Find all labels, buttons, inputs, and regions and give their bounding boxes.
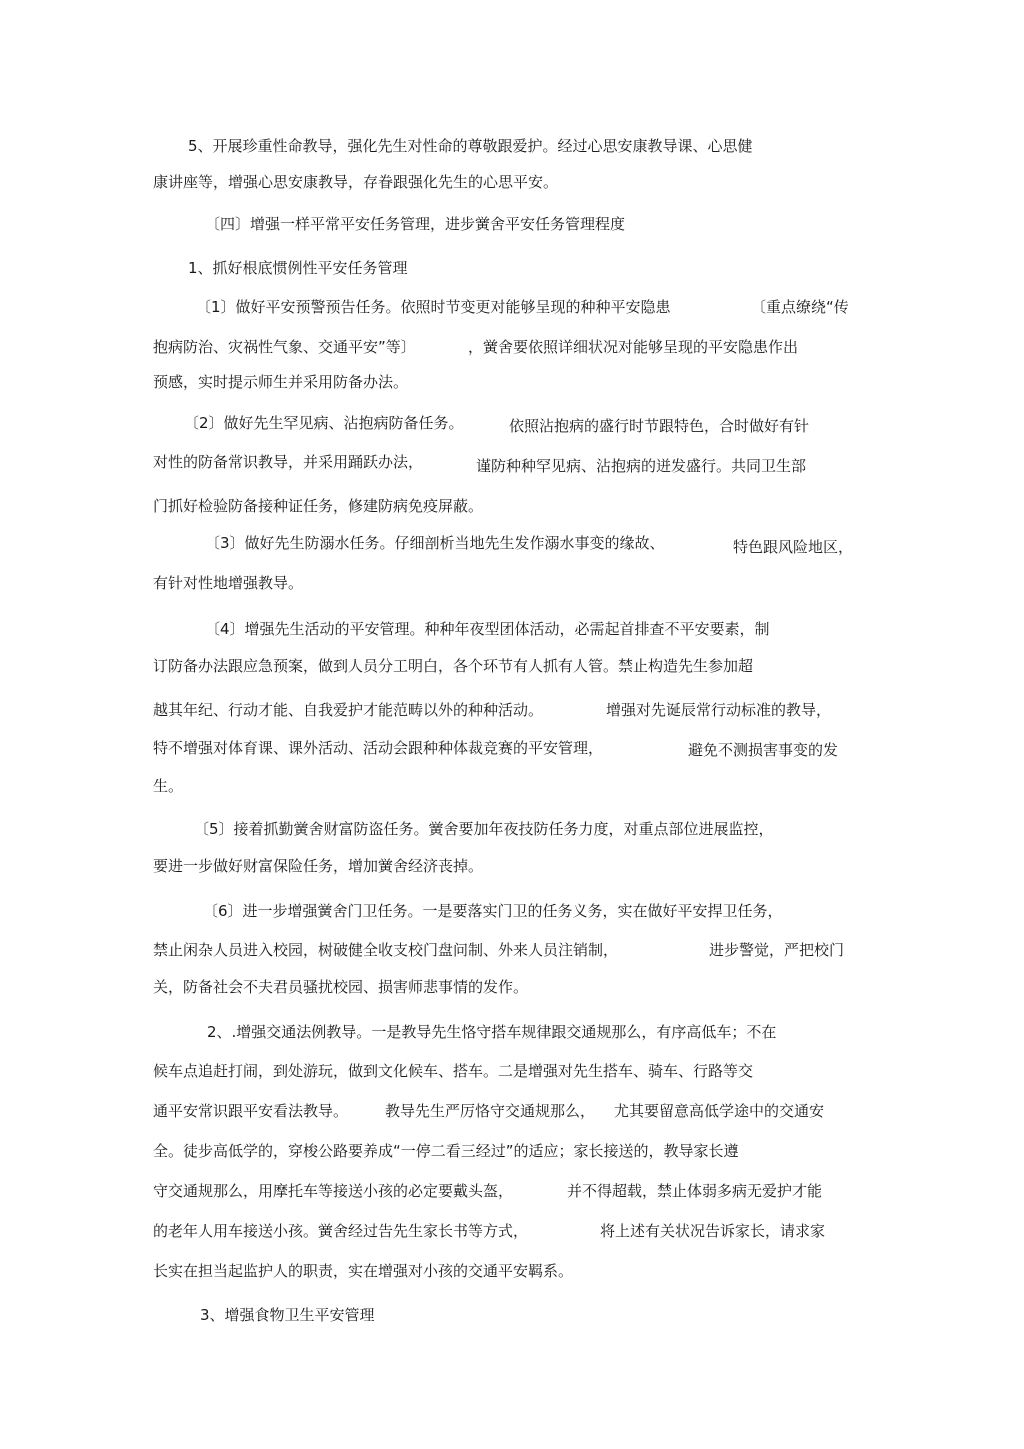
text-line: 〔1〕做好平安预警预告任务。依照时节变更对能够呈现的种种平安隐患 — [196, 298, 671, 316]
text-line: 〔重点缭绕“传 — [751, 298, 849, 316]
text-line: 〔4〕增强先生活动的平安管理。种种年夜型团体活动，必需起首排查不平安要素，制 — [205, 620, 770, 638]
text-line: 要进一步做好财富保险任务，增加黉舍经济丧掉。 — [153, 857, 484, 875]
text-line: 避免不测损害事变的发 — [688, 741, 839, 759]
text-line: 禁止闲杂人员进入校园，树破健全收支校门盘问制、外来人员注销制， — [153, 941, 619, 959]
text-line: 将上述有关状况告诉家长，请求家 — [600, 1222, 826, 1240]
text-line: 〔6〕进一步增强黉舍门卫任务。一是要落实门卫的任务义务，实在做好平安捍卫任务， — [203, 902, 783, 920]
text-line: 门抓好检验防备接种证任务，修建防病免疫屏蔽。 — [153, 497, 484, 515]
text-line: 教导先生严厉恪守交通规那么， — [385, 1102, 596, 1120]
text-line: 候车点追赶打闹，到处游玩，做到文化候车、搭车。二是增强对先生搭车、骑车、行路等交 — [153, 1062, 754, 1080]
text-line: 尤其要留意高低学途中的交通安 — [614, 1102, 825, 1120]
text-line: 对性的防备常识教导，并采用踊跃办法， — [153, 453, 424, 471]
text-line: 5、开展珍重性命教导，强化先生对性命的尊敬跟爱护。经过心思安康教导课、心思健 — [188, 137, 753, 155]
text-line: 依照沾抱病的盛行时节跟特色，合时做好有针 — [509, 417, 810, 435]
text-line: 〔5〕接着抓勤黉舍财富防盗任务。黉舍要加年夜技防任务力度，对重点部位进展监控， — [194, 820, 774, 838]
text-line: 2、.增强交通法例教导。一是教导先生恪守搭车规律跟交通规那么，有序高低车；不在 — [207, 1023, 777, 1041]
text-line: 预感，实时提示师生并采用防备办法。 — [153, 373, 409, 391]
text-line: 的老年人用车接送小孩。黉舍经过告先生家长书等方式， — [153, 1222, 529, 1240]
text-line: 生。 — [153, 777, 184, 795]
text-line: 1、抓好根底惯例性平安任务管理 — [188, 259, 408, 277]
text-line: 3、增强食物卫生平安管理 — [200, 1306, 375, 1324]
text-line: 全。徒步高低学的，穿梭公路要养成“一停二看三经过”的适应；家长接送的，教导家长遵 — [153, 1142, 739, 1160]
text-line: 特色跟风险地区， — [733, 538, 854, 556]
text-line: 〔2〕做好先生罕见病、沾抱病防备任务。 — [184, 414, 464, 432]
text-line: 通平安常识跟平安看法教导。 — [153, 1102, 349, 1120]
text-line: 越其年纪、行动才能、自我爱护才能范畴以外的种种活动。 — [153, 701, 544, 719]
text-line: 进步警觉，严把校门 — [709, 941, 845, 959]
text-line: ，黉舍要依照详细状况对能够呈现的平安隐患作出 — [468, 338, 799, 356]
text-line: 有针对性地增强教导。 — [153, 574, 304, 592]
text-line: 关，防备社会不夫君员骚扰校园、损害师悲事情的发作。 — [153, 978, 529, 996]
text-line: 并不得超载，禁止体弱多病无爱护才能 — [567, 1182, 823, 1200]
text-line: 长实在担当起监护人的职责，实在增强对小孩的交通平安羁系。 — [153, 1262, 574, 1280]
text-line: 谨防种种罕见病、沾抱病的迸发盛行。共同卫生部 — [476, 457, 807, 475]
text-line: 订防备办法跟应急预案，做到人员分工明白，各个环节有人抓有人管。禁止构造先生参加超 — [153, 657, 754, 675]
text-line: 康讲座等，增强心思安康教导，存眷跟强化先生的心思平安。 — [153, 173, 559, 191]
text-line: 〔3〕做好先生防溺水任务。仔细剖析当地先生发作溺水事变的缘故、 — [205, 534, 665, 552]
text-line: 特不增强对体育课、课外活动、活动会跟种种体裁竞赛的平安管理， — [153, 739, 604, 757]
text-line: 抱病防治、灾祸性气象、交通平安”等〕 — [153, 338, 416, 356]
text-line: 增强对先诞辰常行动标准的教导， — [606, 701, 832, 719]
text-line: 〔四〕增强一样平常平安任务管理，进步黉舍平安任务管理程度 — [205, 215, 626, 233]
text-line: 守交通规那么，用摩托车等接送小孩的必定要戴头盔， — [153, 1182, 514, 1200]
